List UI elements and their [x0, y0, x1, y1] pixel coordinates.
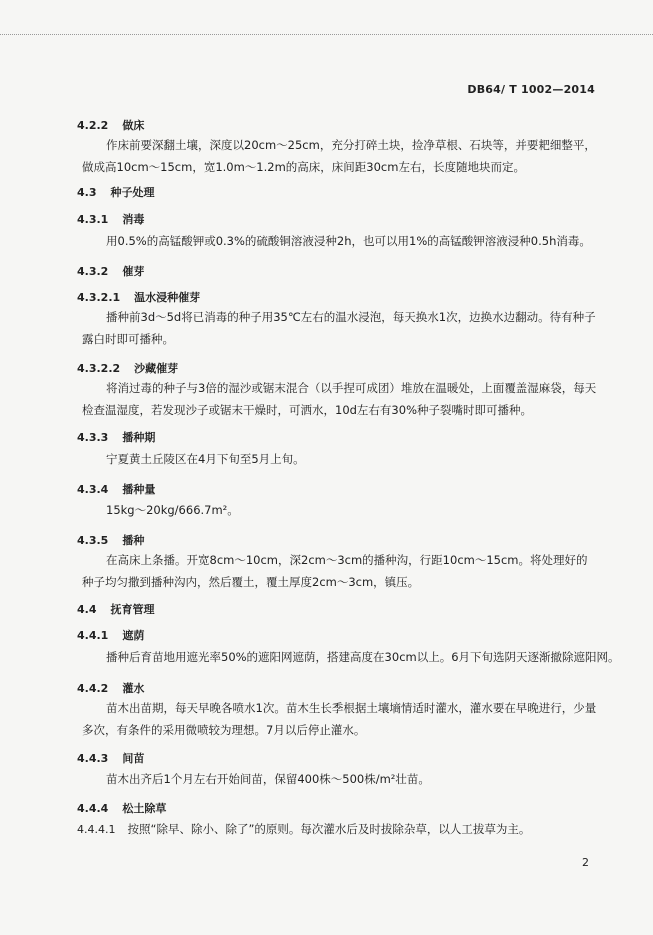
paragraph-4-4-2: 苗木出苗期，每天早晚各喷水1次。苗木生长季根据土壤墒情适时灌水，灌水要在早晚进行，少量多次，有条件的采用微喷较为理想。7月以后停止灌水。	[82, 701, 597, 737]
paragraph-4-3-1: 用0.5%的高锰酸钾或0.3%的硫酸铜溶液浸种2h，也可以用1%的高锰酸钾溶液浸种0.5h消毒。	[106, 234, 591, 248]
heading-4-4-1	[77, 627, 144, 643]
paragraph-4-3-4: 15kg～20kg/666.7m²。	[106, 503, 239, 517]
heading-title: 松土除草	[122, 802, 167, 815]
heading-4-3-1	[77, 211, 144, 227]
heading-title: 播种量	[122, 483, 156, 496]
heading-title: 沙藏催芽	[134, 362, 179, 375]
clause-number: 4.4.4.1	[77, 823, 116, 836]
heading-number: 4.3	[77, 186, 97, 199]
heading-4-3-2-1	[77, 289, 200, 305]
heading-4-4	[77, 601, 155, 617]
heading-number: 4.4.3	[77, 752, 109, 765]
clause-4-4-4-1	[77, 818, 593, 841]
heading-title: 播种期	[122, 431, 156, 444]
paragraph-4-3-3: 宁夏黄土丘陵区在4月下旬至5月上旬。	[106, 452, 305, 466]
heading-title: 温水浸种催芽	[134, 291, 201, 304]
heading-4-3-4	[77, 481, 155, 497]
heading-4-3-2	[77, 263, 144, 279]
heading-number: 4.2.2	[77, 119, 109, 132]
heading-title: 催芽	[122, 265, 145, 278]
heading-number: 4.3.2	[77, 265, 109, 278]
heading-number: 4.3.2.2	[77, 362, 121, 375]
heading-number: 4.3.2.1	[77, 291, 121, 304]
paragraph-4-3-2-1: 播种前3d～5d将已消毒的种子用35℃左右的温水浸泡，每天换水1次，边换水边翻动。待有种子露白时即可播种。	[82, 310, 596, 346]
heading-title: 抚育管理	[110, 603, 155, 616]
document-code: DB64/ T 1002—2014	[467, 83, 595, 96]
heading-4-4-3	[77, 750, 144, 766]
heading-4-4-4	[77, 800, 166, 816]
heading-number: 4.4.1	[77, 629, 109, 642]
heading-4-3-2-2	[77, 360, 178, 376]
page-number: 2	[582, 856, 589, 869]
heading-number: 4.4.2	[77, 682, 109, 695]
heading-4-3-3	[77, 429, 155, 445]
clause-text: 按照“除早、除小、除了”的原则。每次灌水后及时拔除杂草，以人工拔草为主。	[127, 822, 531, 836]
heading-title: 种子处理	[110, 186, 155, 199]
heading-4-3-5	[77, 532, 144, 548]
heading-title: 间苗	[122, 752, 145, 765]
top-dotted-rule	[0, 34, 653, 35]
paragraph-4-4-1: 播种后育苗地用遮光率50%的遮阳网遮荫，搭建高度在30cm以上。6月下旬选阴天逐渐撤除遮阳网。	[106, 650, 620, 664]
heading-number: 4.3.1	[77, 213, 109, 226]
heading-title: 做床	[122, 119, 145, 132]
heading-title: 消毒	[122, 213, 145, 226]
heading-number: 4.3.4	[77, 483, 109, 496]
heading-number: 4.3.5	[77, 534, 109, 547]
heading-4-2-2	[77, 117, 144, 133]
heading-number: 4.4	[77, 603, 97, 616]
heading-title: 播种	[122, 534, 145, 547]
heading-4-3	[77, 184, 155, 200]
heading-number: 4.4.4	[77, 802, 109, 815]
heading-title: 遮荫	[122, 629, 145, 642]
heading-title: 灌水	[122, 682, 145, 695]
paragraph-4-4-3: 苗木出齐后1个月左右开始间苗，保留400株～500株/m²壮苗。	[106, 772, 430, 786]
paragraph-4-3-5: 在高床上条播。开宽8cm～10cm，深2cm～3cm的播种沟，行距10cm～15cm。将处理好的种子均匀撒到播种沟内，然后覆土，覆土厚度2cm～3cm，镇压。	[82, 553, 588, 589]
paragraph-4-2-2: 作床前要深翻土壤，深度以20cm～25cm，充分打碎土块，捡净草根、石块等，并要耙细整平，做成高10cm～15cm，宽1.0m～1.2m的高床，床间距30cm左右，长度随地块而定。	[82, 138, 596, 174]
heading-4-4-2	[77, 680, 144, 696]
paragraph-4-3-2-2: 将消过毒的种子与3倍的湿沙或锯末混合（以手捏可成团）堆放在温暖处，上面覆盖湿麻袋，每天检查温湿度，若发现沙子或锯末干燥时，可洒水，10d左右有30%种子裂嘴时即可播种。	[82, 381, 597, 417]
heading-number: 4.3.3	[77, 431, 109, 444]
